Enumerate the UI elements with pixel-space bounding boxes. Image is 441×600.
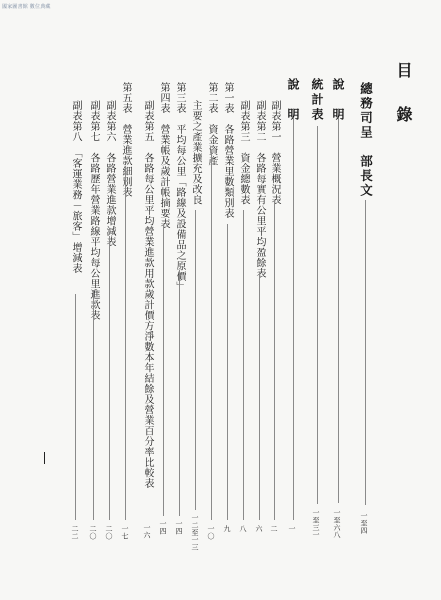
page-number: 二 [270, 525, 278, 533]
leader-line [125, 166, 126, 520]
leader-line [259, 272, 260, 520]
leader-line [293, 118, 294, 520]
toc-entry-subtable-6: 副表第六 各路營業進款增減表 [104, 100, 115, 247]
page-number: 二〇 [89, 525, 97, 540]
leader-line [75, 294, 76, 520]
toc-entry-statistics: 統計表 [310, 78, 324, 123]
page-number: 一 [288, 525, 296, 533]
toc-entry-industry-expansion: 主要之產業擴充及改良 [190, 100, 201, 205]
toc-entry-subtable-3: 副表第三 資金總數表 [238, 100, 249, 205]
leader-line [274, 200, 275, 520]
page-number: 一〇 [207, 525, 215, 540]
leader-line [163, 224, 164, 516]
page-number: 六 [255, 525, 263, 533]
toc-entry-subtable-8: 副表第八 「客運業務－旅客」增減表 [70, 100, 81, 274]
leader-line [93, 290, 94, 520]
toc-entry-subtable-5: 副表第五 各路每公里平均營業進款用款歲計價方淨數本年結餘及營業百分率比較表 [142, 100, 153, 489]
margin-mark [44, 452, 45, 464]
page-number: 二〇 [105, 525, 113, 540]
toc-entry-table-2: 第二表 資金資產 [206, 82, 217, 166]
leader-line [365, 200, 366, 505]
leader-line [227, 224, 228, 520]
leader-line [195, 210, 196, 510]
toc-entry-subtable-2: 副表第二 各路每實有公里平均盈餘表 [254, 100, 265, 279]
toc-entry-table-5: 第五表 營業進款細別表 [120, 82, 131, 198]
page-number: 一至六八 [333, 509, 341, 539]
leader-line [317, 126, 318, 504]
toc-entry-report: 總務司呈 部長文 [358, 82, 374, 198]
page-number: 一至三一 [312, 509, 320, 539]
leader-line [179, 270, 180, 516]
page-number: 一七 [121, 525, 129, 540]
leader-line [338, 118, 339, 503]
toc-entry-subtable-7: 副表第七 各路歷年營業路線平均每公里進款表 [88, 100, 99, 321]
toc-entry-table-1: 第一表 各路營業里數類別表 [222, 82, 233, 219]
page-number: 一四 [159, 520, 167, 535]
page-number: 一二至一三 [191, 514, 199, 551]
toc-entry-explanation: 說 明 [331, 78, 345, 123]
leader-line [243, 210, 244, 520]
page-number: 一四 [175, 520, 183, 535]
page-number: 二二 [71, 525, 79, 540]
page-number: 一六 [143, 524, 151, 539]
leader-line [109, 236, 110, 520]
watermark-text: 國家圖書館 數位典藏 [2, 4, 51, 10]
page-number: 一至四 [360, 512, 368, 534]
toc-entry-subtable-1: 副表第一 營業概況表 [269, 100, 280, 205]
leader-line [211, 152, 212, 520]
page-number: 九 [223, 525, 231, 533]
toc-entry-table-3: 第三表 平均每公里「路線及設備品之原價」 [174, 82, 185, 292]
page-title: 目 錄 [394, 62, 413, 128]
page-number: 八 [239, 525, 247, 533]
toc-entry-table-4: 第四表 營業帳及歲計帳摘要表 [158, 82, 169, 229]
toc-entry-explanation-2: 說 明 [286, 78, 300, 123]
